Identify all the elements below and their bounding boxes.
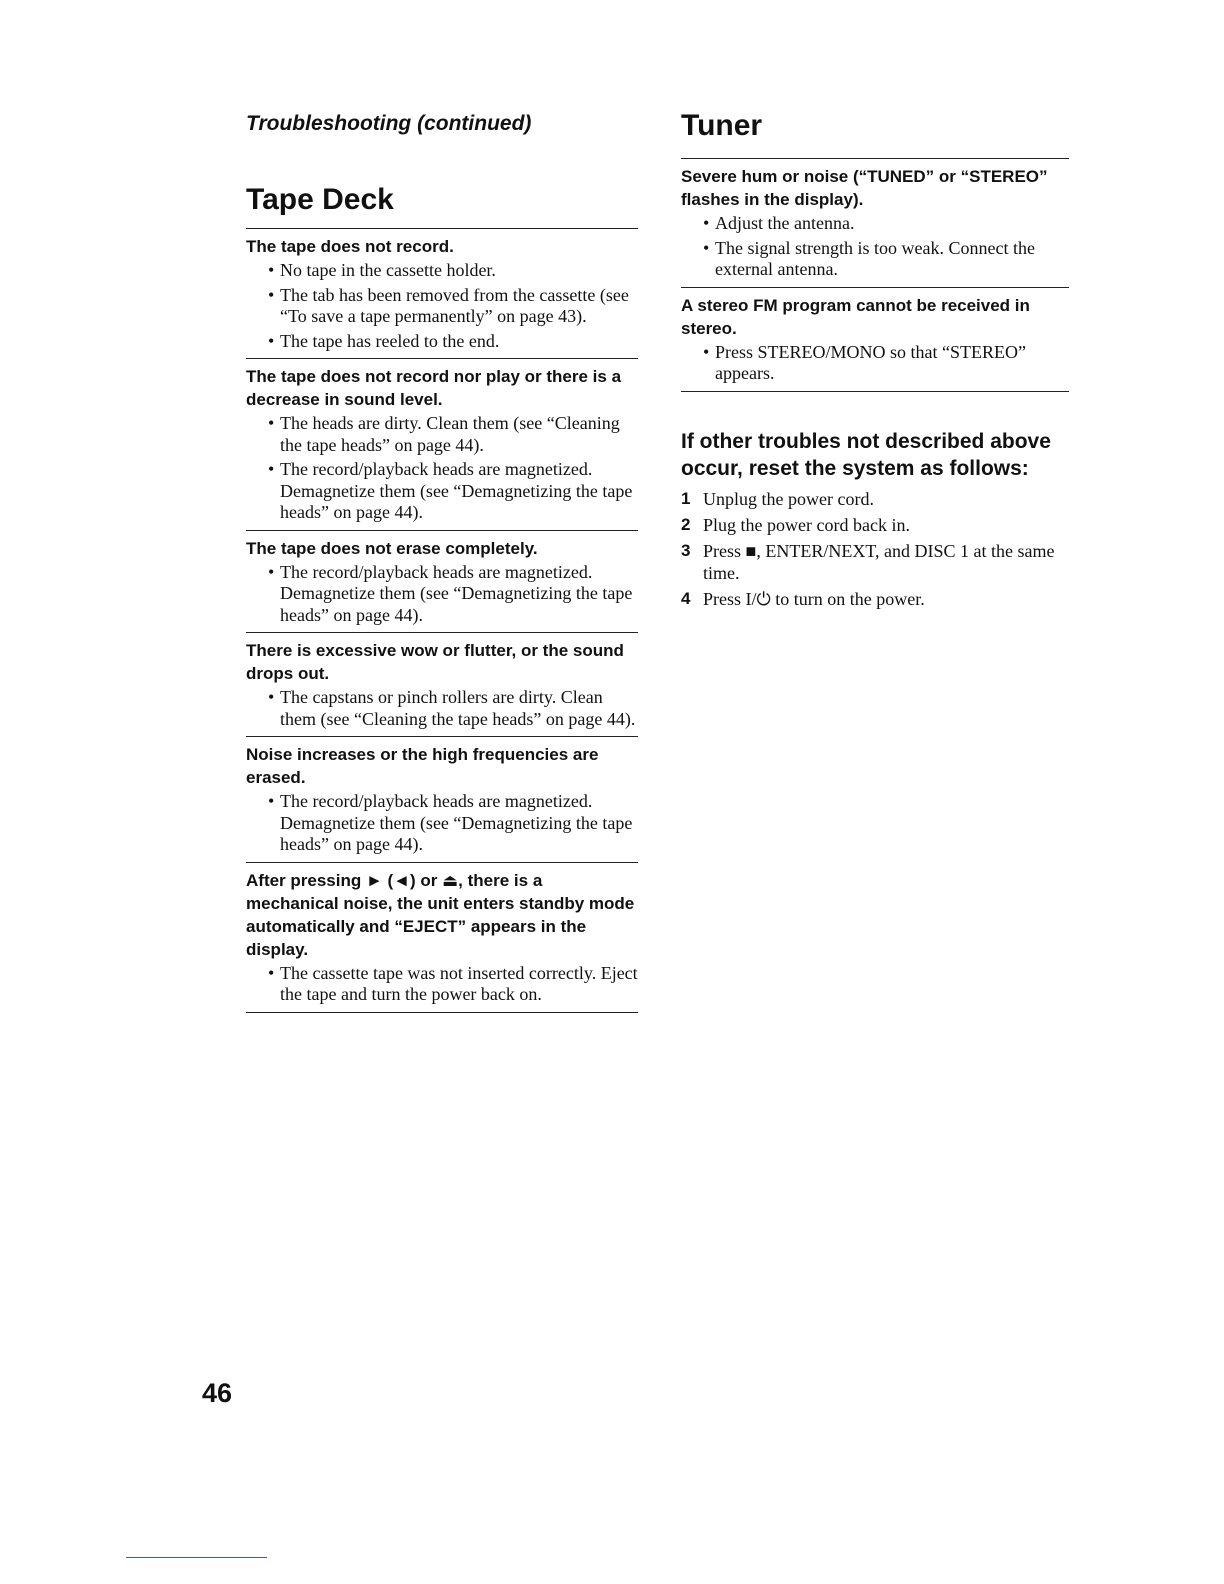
trouble-item	[246, 736, 638, 862]
remedy: • No tape in the cassette holder.	[268, 260, 638, 282]
reset-step	[681, 588, 1069, 610]
trouble-item	[246, 228, 638, 358]
reset-step	[681, 488, 1069, 510]
symptom: There is excessive wow or flutter, or the sound drops out.	[246, 641, 624, 683]
tape-deck-troubles	[246, 228, 638, 1013]
remedy-list	[246, 963, 638, 1006]
remedy: • The tab has been removed from the cassette (see “To save a tape permanently” on page 43).	[268, 285, 638, 328]
remedy: • The cassette tape was not inserted correctly. Eject the tape and turn the power back on.	[268, 963, 638, 1006]
trouble-item	[246, 530, 638, 633]
remedy-list	[246, 413, 638, 524]
trouble-item	[681, 158, 1069, 287]
tuner-title: Tuner	[681, 109, 763, 142]
remedy-list	[246, 562, 638, 627]
symptom: The tape does not erase completely.	[246, 538, 538, 558]
right-column	[681, 108, 1069, 614]
remedy-list	[246, 260, 638, 352]
tuner-troubles	[681, 158, 1069, 392]
remedy: • The signal strength is too weak. Connect the external antenna.	[703, 238, 1069, 281]
remedy: • The record/playback heads are magnetized. Demagnetize them (see “Demagnetizing the tape heads” on page 44).	[268, 791, 638, 856]
footer-rule	[126, 1557, 267, 1558]
symptom: A stereo FM program cannot be received in stereo.	[681, 295, 1030, 338]
step-text: Unplug the power cord.	[703, 488, 874, 509]
step-text: Plug the power cord back in.	[703, 514, 910, 535]
left-column	[246, 110, 638, 1013]
symptom: Severe hum or noise (“TUNED” or “STEREO” flashes in the display).	[681, 167, 1048, 209]
step-text: Press ■, ENTER/NEXT, and DISC 1 at the same time.	[703, 540, 1055, 583]
symptom: The tape does not record.	[246, 237, 454, 256]
reset-step	[681, 540, 1069, 584]
symptom: After pressing ► (◄) or ⏏, there is a mechanical noise, the unit enters standby mode automatically and “EJECT” appears in the display.	[246, 870, 635, 959]
remedy-list	[246, 687, 638, 730]
remedy: • The record/playback heads are magnetized. Demagnetize them (see “Demagnetizing the tape heads” on page 44).	[268, 459, 638, 524]
page-number: 46	[202, 1378, 233, 1408]
running-head: Troubleshooting (continued)	[246, 112, 532, 135]
remedy-list	[681, 342, 1069, 385]
reset-steps	[681, 488, 1069, 610]
reset-step	[681, 514, 1069, 536]
remedy-list	[681, 213, 1069, 281]
remedy: • Adjust the antenna.	[703, 213, 1069, 235]
step-number: 1	[681, 488, 691, 508]
remedy: • The tape has reeled to the end.	[268, 331, 638, 353]
step-number: 4	[681, 588, 691, 608]
trouble-item	[681, 287, 1069, 392]
remedy: • Press STEREO/MONO so that “STEREO” appears.	[703, 342, 1069, 385]
remedy: • The capstans or pinch rollers are dirty. Clean them (see “Cleaning the tape heads” on page 44).	[268, 687, 638, 730]
reset-heading: If other troubles not described above occur, reset the system as follows:	[681, 429, 1051, 480]
remedy-list	[246, 791, 638, 856]
step-number: 2	[681, 514, 691, 534]
step-number: 3	[681, 540, 691, 560]
remedy: • The heads are dirty. Clean them (see “Cleaning the tape heads” on page 44).	[268, 413, 638, 456]
trouble-item	[246, 358, 638, 530]
step-text: Press I/⏻ to turn on the power.	[703, 588, 925, 609]
symptom: The tape does not record nor play or there is a decrease in sound level.	[246, 367, 622, 409]
tape-deck-title: Tape Deck	[246, 183, 394, 216]
trouble-item	[246, 862, 638, 1013]
symptom: Noise increases or the high frequencies are erased.	[246, 745, 599, 787]
trouble-item	[246, 632, 638, 736]
remedy: • The record/playback heads are magnetized. Demagnetize them (see “Demagnetizing the tape heads” on page 44).	[268, 562, 638, 627]
